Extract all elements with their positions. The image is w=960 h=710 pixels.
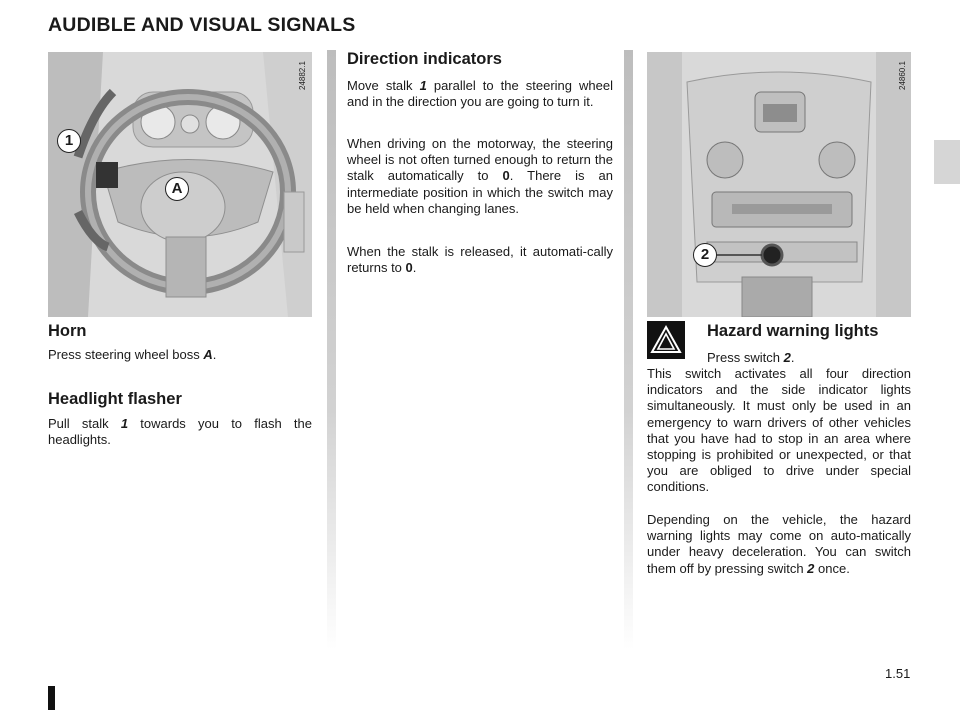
direction-heading: Direction indicators [347, 50, 502, 68]
page-title: AUDIBLE AND VISUAL SIGNALS [48, 14, 356, 36]
page-number: 1.51 [885, 666, 911, 681]
figure-ref-left: 24882.1 [298, 61, 307, 90]
flasher-text: Pull stalk 1 towards you to flash the headlights. [48, 416, 312, 448]
section-tab [934, 140, 960, 184]
hazard-press-text: Press switch 2. [707, 350, 795, 365]
console-figure [647, 52, 911, 317]
column-divider-right [624, 50, 633, 650]
hazard-text-1: This switch activates all four direction indicators and the side indicator lights simultaneously. It must only be used in an emergency to warn drivers of other vehicles that you have had to stop in an area where stopping is prohibited or unexpected, or that you are obliged to drive under special conditions. [647, 366, 911, 495]
callout-2: 2 [693, 243, 717, 267]
figure-ref-right: 24860.1 [898, 61, 907, 90]
console-illustration [647, 52, 911, 317]
footer-mark [48, 686, 55, 710]
callout-1: 1 [57, 129, 81, 153]
horn-heading: Horn [48, 322, 87, 340]
hazard-text-2: Depending on the vehicle, the hazard warning lights may come on auto-matically under heavy deceleration. You can switch them off by pressing switch 2 once. [647, 512, 911, 576]
hazard-heading: Hazard warning lights [707, 322, 879, 340]
hazard-warning-icon [647, 321, 685, 359]
horn-text: Press steering wheel boss A. [48, 347, 217, 362]
flasher-heading: Headlight flasher [48, 390, 182, 408]
direction-text-1: Move stalk 1 parallel to the steering wheel and in the direction you are going to turn it. [347, 78, 613, 110]
direction-text-3: When the stalk is released, it automati-cally returns to 0. [347, 244, 613, 276]
callout-a: A [165, 177, 189, 201]
direction-text-2: When driving on the motorway, the steering wheel is not often turned enough to return the stalk automatically to 0. There is an intermediate position in which the switch may be held when changing lanes. [347, 136, 613, 216]
column-divider-left [327, 50, 336, 650]
steering-wheel-figure [48, 52, 312, 317]
